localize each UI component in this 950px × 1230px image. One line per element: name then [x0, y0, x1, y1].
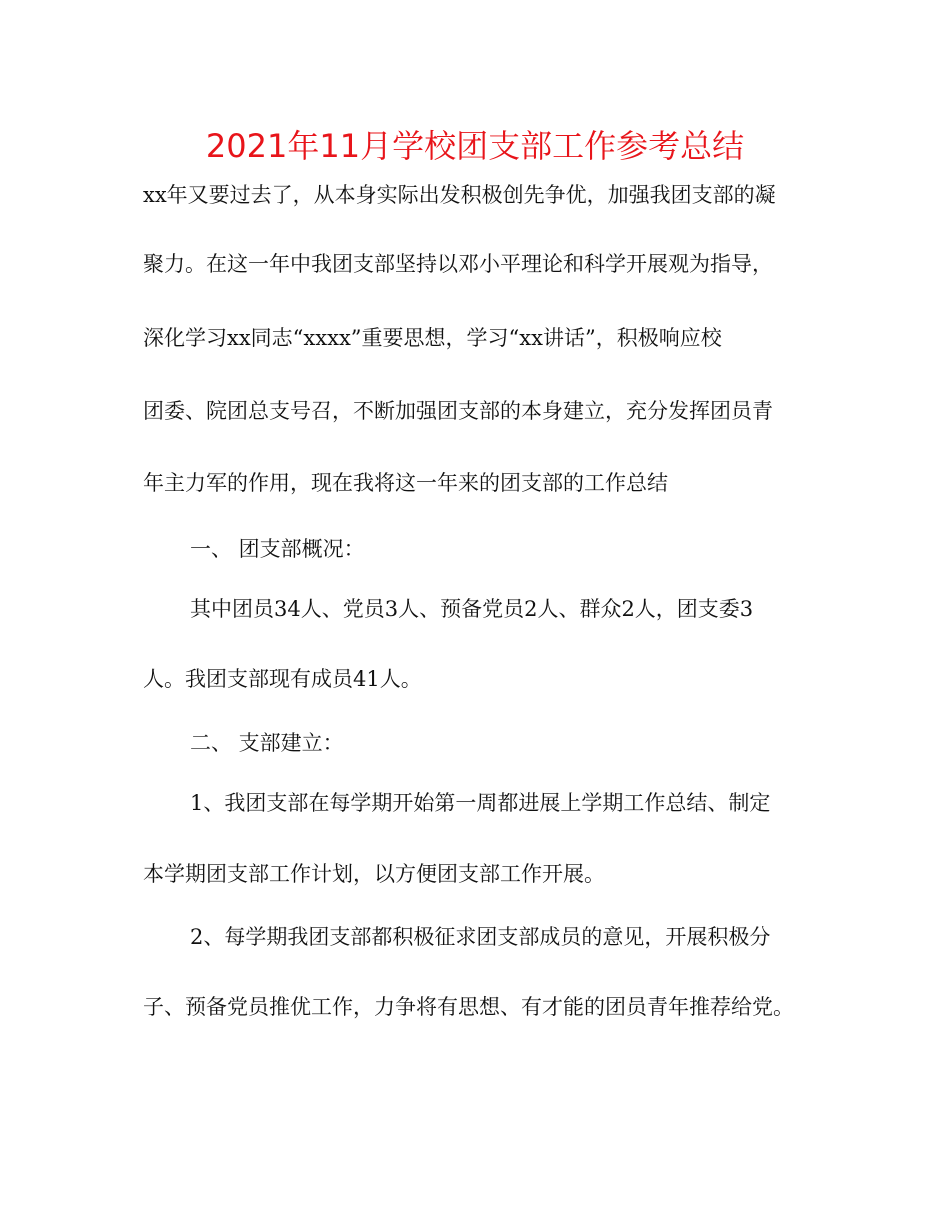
paragraph-line: 子、预备党员推优工作，力争将有思想、有才能的团员青年推荐给党。 — [143, 995, 794, 1019]
paragraph-line: xx年又要过去了，从本身实际出发积极创先争优，加强我团支部的凝 — [143, 183, 776, 207]
section-heading: 一、 团支部概况： — [190, 537, 365, 561]
paragraph-line: 聚力。在这一年中我团支部坚持以邓小平理论和科学开展观为指导， — [143, 252, 773, 276]
section-heading: 二、 支部建立： — [190, 731, 344, 755]
paragraph-line: 其中团员34人、党员3人、预备党员2人、群众2人，团支委3 — [190, 597, 754, 621]
document-title: 2021年11月学校团支部工作参考总结 — [205, 127, 745, 165]
paragraph-line: 1、我团支部在每学期开始第一周都进展上学期工作总结、制定 — [190, 791, 771, 815]
paragraph-line: 2、每学期我团支部都积极征求团支部成员的意见，开展积极分 — [190, 925, 771, 949]
paragraph-line: 年主力军的作用，现在我将这一年来的团支部的工作总结 — [143, 471, 668, 495]
paragraph-line: 团委、院团总支号召，不断加强团支部的本身建立，充分发挥团员青 — [143, 399, 773, 423]
paragraph-line: 人。我团支部现有成员41人。 — [143, 667, 422, 691]
paragraph-line: 深化学习xx同志“xxxx”重要思想，学习“xx讲话”，积极响应校 — [143, 326, 722, 350]
paragraph-line: 本学期团支部工作计划，以方便团支部工作开展。 — [143, 862, 605, 886]
